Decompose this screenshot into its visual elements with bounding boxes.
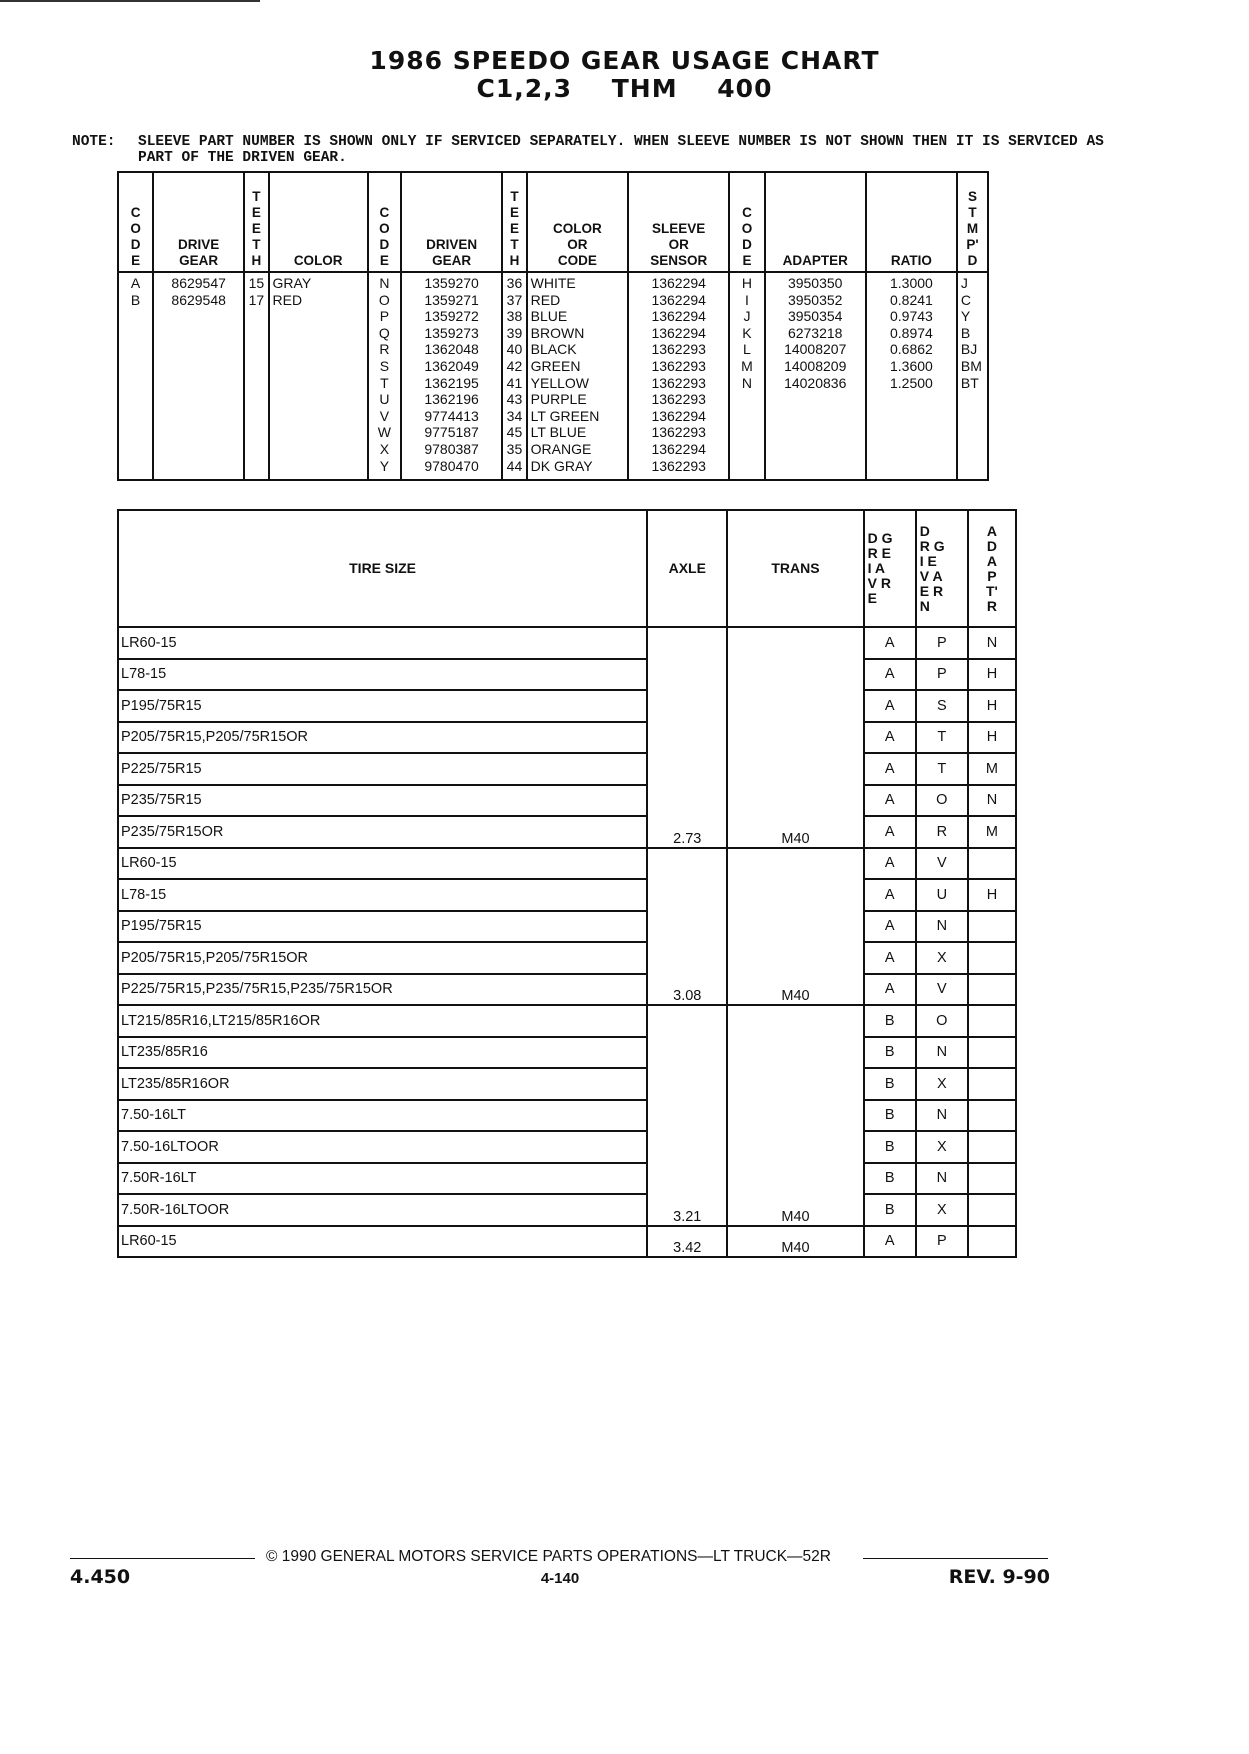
footer-revision: REV. 9-90 [948,1566,1050,1588]
driven-gear-code-cell: X [916,1194,968,1226]
axle-cell [647,690,727,722]
adapter-code-cell [968,1037,1016,1069]
top-scan-line [0,0,260,2]
driven-gear-code-cell: T [916,753,968,785]
driven-gear-code-cell: V [916,848,968,880]
header-code-adapter: C O D E [729,172,764,272]
usage-table-header-row [118,510,1016,627]
axle-cell [647,1163,727,1195]
driven-gears: 1359270 1359271 1359272 1359273 1362048 1362049 1362195 1362196 9774413 9775187 9780387 9780470 [401,272,502,480]
header-tire-size: TIRE SIZE [118,510,647,627]
note-label: NOTE: [72,134,116,150]
trans-cell: M40 [727,1226,863,1258]
axle-cell: 3.21 [647,1194,727,1226]
gear-table-body-row [118,272,988,480]
drive-colors: GRAY RED [269,272,368,480]
gear-table [117,171,989,481]
header-drive-gear: DRIVE GEAR [153,172,244,272]
driven-gear-code-cell: P [916,627,968,659]
adapter-code-cell [968,974,1016,1006]
axle-cell [647,911,727,943]
header-drive-gear-code: D G R E I A V R E [864,510,916,627]
trans-cell [727,627,863,659]
header-color: COLOR [269,172,368,272]
tire-size-cell: P225/75R15 [118,753,647,785]
tire-size-cell: LT215/85R16,LT215/85R16OR [118,1005,647,1037]
drive-gear-code-cell: B [864,1194,916,1226]
driven-gear-code-cell: O [916,1005,968,1037]
trans-cell: M40 [727,816,863,848]
header-ratio: RATIO [866,172,957,272]
trans-cell [727,1005,863,1037]
sleeves: 1362294 1362294 1362294 1362294 1362293 1362293 1362293 1362293 1362294 1362293 1362294 1362293 [628,272,729,480]
header-driven-gear: DRIVEN GEAR [401,172,502,272]
header-teeth-drive: T E E T H [244,172,268,272]
axle-cell [647,1131,727,1163]
table-row [118,722,1016,754]
driven-gear-code-cell: S [916,690,968,722]
driven-gear-code-cell: N [916,911,968,943]
header-color-or-code: COLOR OR CODE [527,172,628,272]
tire-size-cell: LR60-15 [118,1226,647,1258]
tire-size-cell: L78-15 [118,879,647,911]
table-row [118,942,1016,974]
header-axle: AXLE [647,510,727,627]
table-row [118,1037,1016,1069]
tire-size-cell: LR60-15 [118,627,647,659]
table-row [118,1194,1016,1226]
drive-codes: A B [118,272,153,480]
adapter-code-cell [968,1068,1016,1100]
adapter-code-cell [968,1131,1016,1163]
drive-gear-code-cell: B [864,1005,916,1037]
trans-cell [727,1068,863,1100]
adapter-code-cell [968,911,1016,943]
table-row [118,879,1016,911]
axle-cell [647,753,727,785]
footer-rule-left [70,1558,255,1559]
stamped-codes: J C Y B BJ BM BT [957,272,988,480]
tire-size-cell: LT235/85R16 [118,1037,647,1069]
footer-page-number: 4.450 [70,1566,131,1588]
axle-cell [647,627,727,659]
header-teeth-driven: T E E T H [502,172,526,272]
tire-size-cell: 7.50R-16LTOOR [118,1194,647,1226]
tire-size-cell: 7.50-16LTOOR [118,1131,647,1163]
driven-gear-code-cell: T [916,722,968,754]
adapter-code-cell [968,1005,1016,1037]
tire-size-cell: P195/75R15 [118,911,647,943]
driven-gear-code-cell: X [916,1131,968,1163]
drive-gear-code-cell: A [864,879,916,911]
header-adapter-code: A D A P T' R [968,510,1016,627]
header-code-drive: C O D E [118,172,153,272]
footer-copyright: © 1990 GENERAL MOTORS SERVICE PARTS OPERATIONS—LT TRUCK—52R [266,1548,831,1565]
table-row [118,911,1016,943]
axle-cell [647,942,727,974]
driven-gear-code-cell: N [916,1037,968,1069]
adapter-codes: H I J K L M N [729,272,764,480]
adapters: 3950350 3950352 3950354 6273218 14008207 14008209 14020836 [765,272,866,480]
trans-cell [727,911,863,943]
trans-cell [727,1163,863,1195]
adapter-code-cell [968,1194,1016,1226]
driven-gear-code-cell: V [916,974,968,1006]
driven-codes: N O P Q R S T U V W X Y [368,272,401,480]
trans-cell [727,848,863,880]
adapter-code-cell: N [968,785,1016,817]
driven-gear-code-cell: N [916,1163,968,1195]
trans-cell [727,659,863,691]
tire-size-cell: 7.50-16LT [118,1100,647,1132]
adapter-code-cell [968,1226,1016,1258]
axle-cell [647,1037,727,1069]
tire-size-cell: P225/75R15,P235/75R15,P235/75R15OR [118,974,647,1006]
adapter-code-cell: M [968,753,1016,785]
drive-gear-code-cell: B [864,1100,916,1132]
axle-cell [647,879,727,911]
tire-size-cell: P205/75R15,P205/75R15OR [118,722,647,754]
driven-gear-code-cell: P [916,659,968,691]
header-adapter: ADAPTER [765,172,866,272]
driven-gear-code-cell: X [916,942,968,974]
header-driven-gear-code: D R G I E V A E R N [916,510,968,627]
drive-gear-code-cell: A [864,816,916,848]
drive-gear-code-cell: A [864,627,916,659]
trans-cell [727,1100,863,1132]
table-row [118,1005,1016,1037]
axle-cell [647,1068,727,1100]
table-row [118,1226,1016,1258]
adapter-code-cell: H [968,690,1016,722]
driven-gear-code-cell: U [916,879,968,911]
drive-gear-code-cell: A [864,848,916,880]
adapter-code-cell: H [968,879,1016,911]
tire-size-cell: LT235/85R16OR [118,1068,647,1100]
driven-gear-code-cell: X [916,1068,968,1100]
trans-cell [727,879,863,911]
tire-size-cell: L78-15 [118,659,647,691]
adapter-code-cell [968,848,1016,880]
note-text: SLEEVE PART NUMBER IS SHOWN ONLY IF SERVICED SEPARATELY. WHEN SLEEVE NUMBER IS NOT SHOWN THEN IT IS SERVICED AS PART OF THE DRIVEN GEAR. [138,134,1104,166]
trans-cell: M40 [727,1194,863,1226]
drive-gear-code-cell: A [864,690,916,722]
driven-gear-code-cell: O [916,785,968,817]
table-row [118,848,1016,880]
axle-cell [647,785,727,817]
axle-cell [647,659,727,691]
drive-gears: 8629547 8629548 [153,272,244,480]
table-row [118,974,1016,1006]
drive-gear-code-cell: B [864,1068,916,1100]
trans-cell [727,690,863,722]
adapter-code-cell: N [968,627,1016,659]
page-title: 1986 SPEEDO GEAR USAGE CHART [369,46,880,75]
axle-cell [647,1100,727,1132]
tire-size-cell: P235/75R15 [118,785,647,817]
trans-cell [727,722,863,754]
header-stamped: S T M P' D [957,172,988,272]
drive-gear-code-cell: A [864,1226,916,1258]
driven-gear-code-cell: N [916,1100,968,1132]
tire-size-cell: 7.50R-16LT [118,1163,647,1195]
trans-cell [727,1131,863,1163]
axle-cell [647,1005,727,1037]
adapter-code-cell: M [968,816,1016,848]
usage-table [117,509,1017,1258]
footer-page-center: 4-140 [540,1570,580,1587]
drive-gear-code-cell: A [864,753,916,785]
axle-cell: 3.08 [647,974,727,1006]
trans-cell [727,753,863,785]
table-row [118,627,1016,659]
table-row [118,1131,1016,1163]
table-row [118,690,1016,722]
drive-gear-code-cell: B [864,1163,916,1195]
axle-cell: 2.73 [647,816,727,848]
table-row [118,753,1016,785]
axle-cell: 3.42 [647,1226,727,1258]
header-trans: TRANS [727,510,863,627]
table-row [118,785,1016,817]
driven-gear-code-cell: P [916,1226,968,1258]
drive-gear-code-cell: B [864,1037,916,1069]
trans-cell [727,942,863,974]
tire-size-cell: LR60-15 [118,848,647,880]
axle-cell [647,722,727,754]
driven-teeth: 36 37 38 39 40 42 41 43 34 45 35 44 [502,272,526,480]
trans-cell [727,1037,863,1069]
drive-gear-code-cell: A [864,942,916,974]
table-row [118,816,1016,848]
adapter-code-cell [968,942,1016,974]
gear-table-header-row [118,172,988,272]
table-row [118,1163,1016,1195]
ratios: 1.3000 0.8241 0.9743 0.8974 0.6862 1.3600 1.2500 [866,272,957,480]
adapter-code-cell: H [968,659,1016,691]
drive-teeth: 15 17 [244,272,268,480]
usage-table-body [118,627,1016,1257]
tire-size-cell: P235/75R15OR [118,816,647,848]
trans-cell: M40 [727,974,863,1006]
adapter-code-cell [968,1100,1016,1132]
adapter-code-cell: H [968,722,1016,754]
drive-gear-code-cell: A [864,911,916,943]
drive-gear-code-cell: A [864,974,916,1006]
footer-rule-right [863,1558,1048,1559]
drive-gear-code-cell: A [864,659,916,691]
drive-gear-code-cell: A [864,785,916,817]
header-sleeve-or-sensor: SLEEVE OR SENSOR [628,172,729,272]
axle-cell [647,848,727,880]
driven-gear-code-cell: R [916,816,968,848]
tire-size-cell: P195/75R15 [118,690,647,722]
page-subtitle: C1,2,3 THM 400 [476,74,773,103]
drive-gear-code-cell: B [864,1131,916,1163]
driven-colors: WHITE RED BLUE BROWN BLACK GREEN YELLOW PURPLE LT GREEN LT BLUE ORANGE DK GRAY [527,272,628,480]
table-row [118,1068,1016,1100]
drive-gear-code-cell: A [864,722,916,754]
table-row [118,659,1016,691]
trans-cell [727,785,863,817]
adapter-code-cell [968,1163,1016,1195]
header-code-driven: C O D E [368,172,401,272]
table-row [118,1100,1016,1132]
tire-size-cell: P205/75R15,P205/75R15OR [118,942,647,974]
